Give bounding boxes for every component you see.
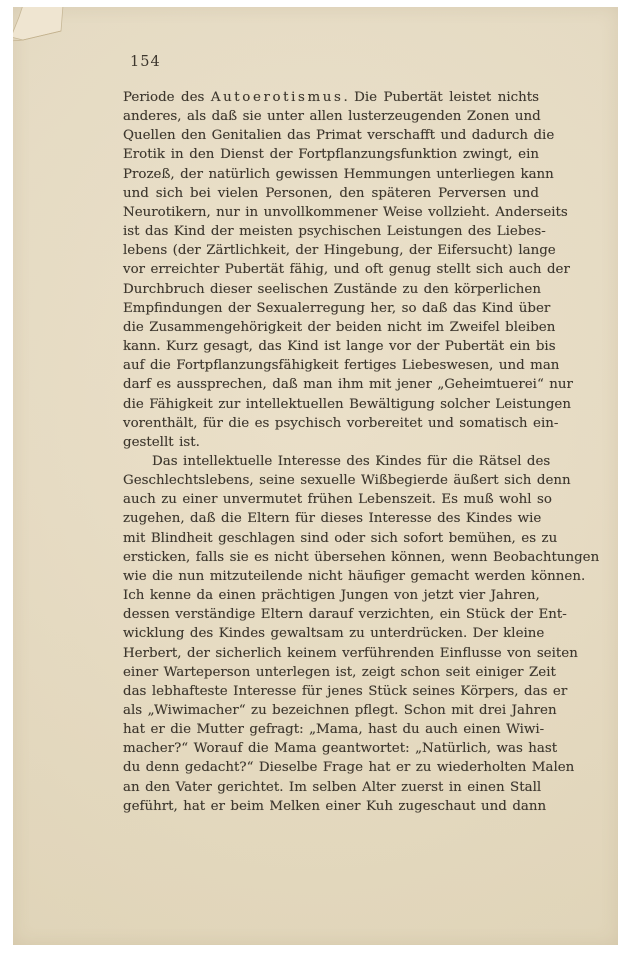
text-line: dessen verständige Eltern darauf verzichten, ein Stück der Ent- — [123, 607, 567, 623]
text-line: Ich kenne da einen prächtigen Jungen von jetzt vier Jahren, — [123, 588, 540, 604]
text-line: einer Warteperson unterlegen ist, zeigt schon seit einiger Zeit — [123, 664, 556, 680]
text-line: und sich bei vielen Personen, den späteren Perversen und — [123, 185, 539, 201]
text-line — [123, 88, 539, 107]
text-line: geführt, hat er beim Melken einer Kuh zugeschaut und dann — [123, 798, 547, 814]
text-line: die Fähigkeit zur intellektuellen Bewältigung solcher Leistungen — [123, 396, 571, 412]
text-line: Erotik in den Dienst der Fortpflanzungsfunktion zwingt, ein — [123, 147, 539, 163]
text-line: die Zusammengehörigkeit der beiden nicht im Zweifel bleiben — [123, 319, 556, 335]
text-line: auch zu einer unvermutet frühen Lebenszeit. Es muß wohl so — [123, 492, 552, 508]
page-number: 154 — [130, 54, 161, 70]
text-line: gestellt ist. — [123, 434, 200, 450]
text-segment: Periode des — [123, 90, 211, 105]
page-text — [123, 88, 600, 816]
text-line: hat er die Mutter gefragt: „Mama, hast du auch einen Wiwi- — [123, 722, 545, 738]
text-line: Geschlechtslebens, seine sexuelle Wißbegierde äußert sich denn — [123, 473, 571, 489]
text-line: zugehen, daß die Eltern für dieses Interesse des Kindes wie — [123, 511, 542, 527]
text-line: als „Wiwimacher“ zu bezeichnen pflegt. Schon mit drei Jahren — [123, 703, 557, 718]
letterspaced-term: Autoerotismus — [210, 90, 344, 105]
text-line: Quellen den Genitalien das Primat verschafft und dadurch die — [123, 128, 555, 144]
text-line: Empfindungen der Sexualerregung her, so daß das Kind über — [123, 300, 551, 316]
text-line: macher?“ Worauf die Mama geantwortet: „Natürlich, was hast — [123, 741, 558, 757]
text-line: Das intellektuelle Interesse des Kindes für die Rätsel des — [152, 453, 551, 469]
text-line: Herbert, der sicherlich keinem verführenden Einflusse von seiten — [123, 645, 578, 661]
text-line: auf die Fortpflanzungsfähigkeit fertiges Liebeswesen, und man — [123, 358, 560, 374]
text-line: ist das Kind der meisten psychischen Leistungen des Liebes- — [123, 224, 546, 240]
text-line: anderes, als daß sie unter allen lusterzeugenden Zonen und — [123, 109, 541, 125]
text-line: kann. Kurz gesagt, das Kind ist lange vor der Pubertät ein bis — [123, 339, 556, 355]
text-line: darf es aussprechen, daß man ihm mit jener „Geheimtuerei“ nur — [123, 377, 573, 393]
text-line: an den Vater gerichtet. Im selben Alter zuerst in einen Stall — [123, 779, 542, 795]
text-line: Prozeß, der natürlich gewissen Hemmungen unterliegen kann — [123, 166, 554, 182]
text-line: lebens (der Zärtlichkeit, der Hingebung, der Eifersucht) lange — [123, 243, 556, 259]
text-line: wicklung des Kindes gewaltsam zu unterdrücken. Der kleine — [123, 626, 545, 642]
text-line: das lebhafteste Interesse für jenes Stück seines Körpers, das er — [123, 683, 568, 699]
text-line: vor erreichter Pubertät fähig, und oft genug stellt sich auch der — [123, 262, 570, 278]
text-line: Durchbruch dieser seelischen Zustände zu den körperlichen — [123, 281, 541, 297]
text-line: Neurotikern, nur in unvollkommener Weise vollzieht. Anderseits — [123, 204, 568, 220]
text-line: ersticken, falls sie es nicht übersehen können, wenn Beobachtungen — [123, 549, 600, 565]
page-corner-repair-patch — [13, 7, 103, 67]
text-line: wie die nun mitzuteilende nicht häufiger gemacht werden können. — [123, 568, 586, 584]
text-line: mit Blindheit geschlagen sind oder sich sofort bemühen, es zu — [123, 530, 558, 546]
text-line: du denn gedacht?“ Dieselbe Frage hat er zu wiederholten Malen — [123, 760, 575, 776]
text-segment: . Die Pubertät leistet nichts — [343, 90, 539, 105]
book-page — [13, 7, 618, 945]
text-line: vorenthält, für die es psychisch vorbereitet und somatisch ein- — [123, 415, 559, 431]
